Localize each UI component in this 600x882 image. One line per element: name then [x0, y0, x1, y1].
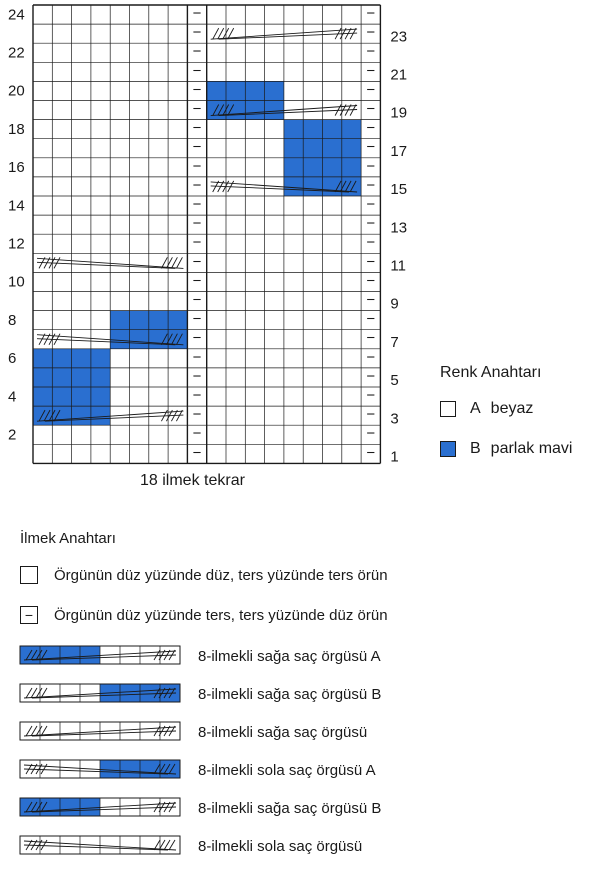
row-number-right: 19 — [390, 104, 408, 122]
purl-symbol-icon: − — [192, 310, 202, 328]
row-number-right: 17 — [390, 142, 408, 160]
cable-legend-label: 8-ilmekli sola saç örgüsü A — [198, 762, 376, 779]
purl-symbol-icon: − — [366, 119, 376, 137]
knit-symbol-icon — [20, 566, 38, 584]
color-key-letter: B — [470, 440, 481, 457]
chart-grid — [33, 5, 380, 463]
purl-symbol-icon: − — [192, 157, 202, 175]
purl-symbol-icon: − — [366, 425, 376, 443]
white-swatch — [440, 401, 456, 417]
purl-symbol-icon: − — [192, 81, 202, 99]
row-number-right: 9 — [390, 295, 399, 313]
blue-swatch — [440, 441, 456, 457]
cable-legend-bar — [20, 760, 180, 778]
purl-symbol-icon: − — [366, 24, 376, 42]
purl-symbol-icon: − — [192, 43, 202, 61]
row-number-right: 5 — [390, 372, 399, 390]
purl-symbol-icon: − — [20, 606, 38, 624]
purl-symbol-icon: − — [366, 291, 376, 309]
cable-legend-bar — [20, 722, 180, 740]
purl-symbol-icon: − — [366, 215, 376, 233]
purl-symbol-icon: − — [192, 253, 202, 271]
row-number-right: 3 — [390, 410, 399, 428]
cable-legend-bar — [20, 836, 180, 854]
purl-symbol-icon: − — [366, 444, 376, 462]
row-number-left: 8 — [8, 311, 17, 329]
repeat-caption: 18 ilmek tekrar — [140, 472, 245, 489]
stitch-key-knit — [20, 566, 388, 584]
purl-symbol-icon: − — [192, 291, 202, 309]
purl-symbol-icon: − — [192, 62, 202, 80]
purl-symbol-icon: − — [192, 272, 202, 290]
purl-symbol-icon: − — [366, 386, 376, 404]
purl-symbol-icon: − — [192, 348, 202, 366]
row-number-right: 23 — [390, 28, 408, 46]
cable-legend-label: 8-ilmekli sağa saç örgüsü A — [198, 648, 381, 665]
row-number-right: 13 — [390, 219, 408, 237]
cable-legend-label: 8-ilmekli sağa saç örgüsü B — [198, 686, 382, 703]
row-number-right: 1 — [390, 448, 399, 466]
purl-symbol-icon: − — [192, 444, 202, 462]
stitch-key-label: Örgünün düz yüzünde düz, ters yüzünde ters örün — [54, 566, 388, 584]
purl-symbol-icon: − — [366, 43, 376, 61]
row-number-left: 22 — [8, 44, 25, 62]
stitch-key-purl — [20, 606, 388, 624]
purl-symbol-icon: − — [366, 253, 376, 271]
purl-symbol-icon: − — [366, 367, 376, 385]
row-number-right: 7 — [390, 333, 399, 351]
color-key-label: parlak mavi — [490, 440, 573, 457]
purl-symbol-icon: − — [366, 406, 376, 424]
purl-symbol-icon: − — [192, 215, 202, 233]
purl-symbol-icon: − — [192, 367, 202, 385]
purl-symbol-icon: − — [366, 176, 376, 194]
purl-symbol-icon: − — [366, 348, 376, 366]
row-number-left: 16 — [8, 159, 25, 177]
purl-symbol-icon: − — [366, 272, 376, 290]
purl-symbol-icon: − — [366, 195, 376, 213]
color-key-label: beyaz — [490, 400, 534, 417]
purl-symbol-icon: − — [366, 234, 376, 252]
purl-symbol-icon: − — [366, 62, 376, 80]
purl-symbol-icon: − — [366, 81, 376, 99]
purl-symbol-icon: − — [366, 157, 376, 175]
stitch-key-label: Örgünün düz yüzünde ters, ters yüzünde düz örün — [54, 606, 388, 624]
purl-symbol-icon: − — [192, 195, 202, 213]
row-number-left: 20 — [8, 82, 25, 100]
row-number-left: 10 — [8, 273, 25, 291]
purl-symbol-icon: − — [192, 100, 202, 118]
row-number-left: 6 — [8, 350, 17, 368]
row-number-left: 2 — [8, 426, 17, 444]
cable-legend-bar — [20, 798, 180, 816]
purl-symbol-icon: − — [192, 119, 202, 137]
purl-symbol-icon: − — [192, 4, 202, 22]
row-number-right: 11 — [390, 257, 406, 275]
row-number-left: 12 — [8, 235, 25, 253]
row-number-left: 18 — [8, 120, 25, 138]
cable-legend — [18, 640, 198, 860]
cable-legend-label: 8-ilmekli sağa saç örgüsü — [198, 724, 368, 741]
color-key-item-b — [440, 440, 572, 458]
purl-symbol-icon: − — [366, 4, 376, 22]
purl-symbol-icon: − — [366, 100, 376, 118]
purl-symbol-icon: − — [192, 24, 202, 42]
purl-symbol-icon: − — [192, 138, 202, 156]
row-number-right: 15 — [390, 181, 408, 199]
purl-symbol-icon: − — [366, 138, 376, 156]
purl-symbol-icon: − — [192, 329, 202, 347]
row-number-left: 14 — [8, 197, 25, 215]
cable-legend-label: 8-ilmekli sağa saç örgüsü B — [198, 800, 382, 817]
purl-symbol-icon: − — [192, 406, 202, 424]
purl-symbol-icon: − — [366, 310, 376, 328]
stitch-key-title: İlmek Anahtarı — [20, 530, 116, 547]
purl-symbol-icon: − — [192, 234, 202, 252]
purl-symbol-icon: − — [366, 329, 376, 347]
cable-legend-bar — [20, 646, 180, 664]
cable-legend-bar — [20, 684, 180, 702]
cable-legend-label: 8-ilmekli sola saç örgüsü — [198, 838, 363, 855]
right-row-numbers — [390, 28, 407, 465]
color-key-item-a — [440, 400, 533, 418]
purl-symbol-icon: − — [192, 386, 202, 404]
purl-symbol-icon: − — [192, 176, 202, 194]
row-number-left: 4 — [8, 388, 17, 406]
row-number-right: 21 — [390, 66, 408, 84]
left-row-numbers — [8, 6, 25, 443]
color-key-title: Renk Anahtarı — [440, 364, 542, 381]
purl-symbol-icon: − — [192, 425, 202, 443]
color-key-letter: A — [470, 400, 481, 417]
row-number-left: 24 — [8, 6, 25, 24]
